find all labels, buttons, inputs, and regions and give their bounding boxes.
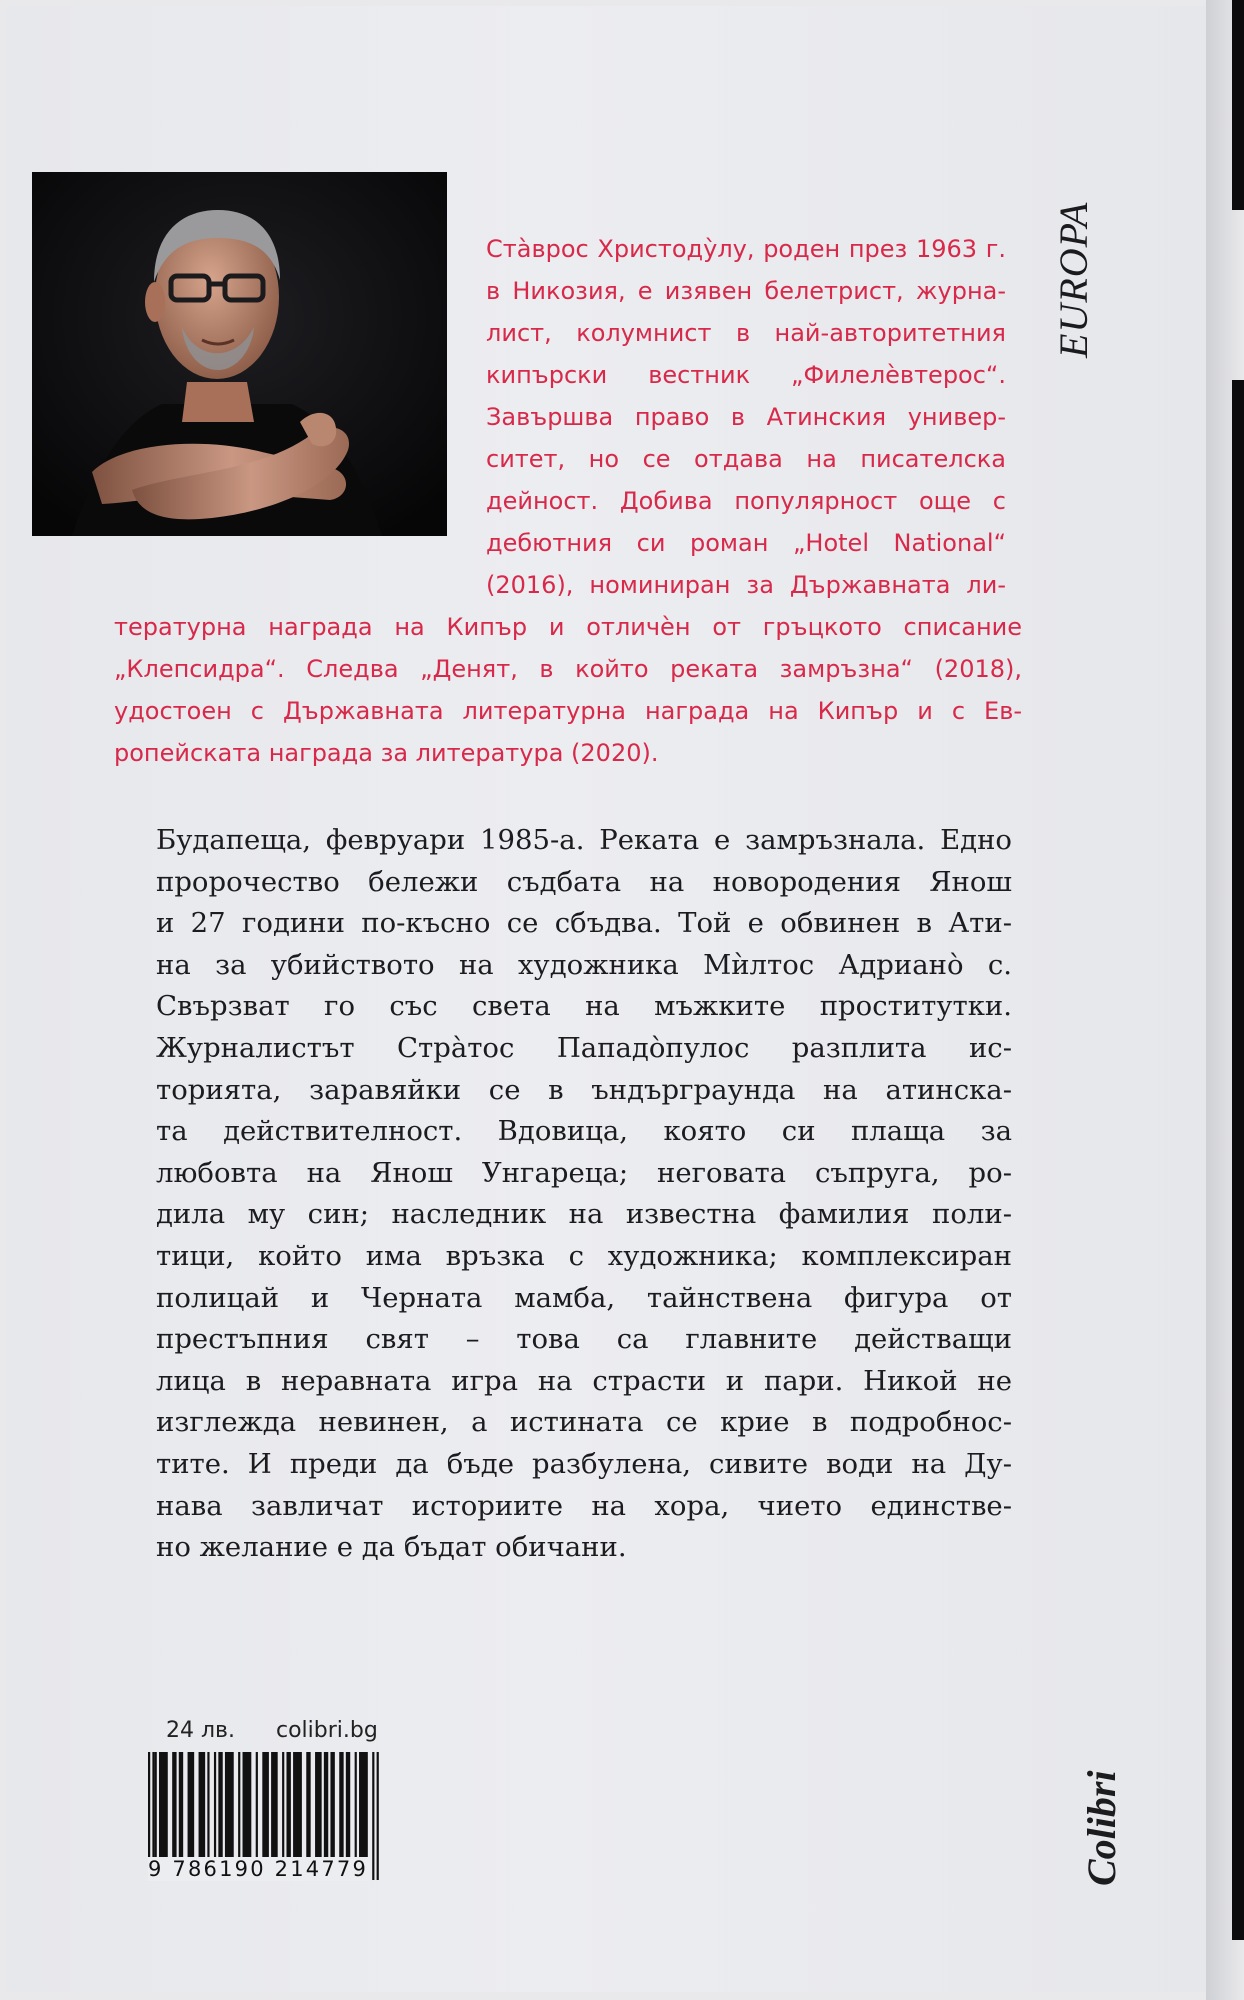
barcode-bar bbox=[286, 1752, 290, 1870]
barcode-bar bbox=[339, 1752, 343, 1870]
book-edge bbox=[1206, 0, 1244, 2000]
blurb-line: престъпния свят – това са главните действащи bbox=[156, 1323, 1012, 1356]
bio-line: дейност. Добива популярност още с bbox=[486, 487, 1006, 515]
blurb-line: полицай и Черната мамба, тайнствена фигура от bbox=[156, 1281, 1012, 1314]
blurb-line: но желание е да бъдат обичани. bbox=[156, 1531, 627, 1564]
barcode-bar bbox=[218, 1752, 222, 1870]
spine-strip-top bbox=[1232, 0, 1244, 210]
barcode-bar bbox=[155, 1752, 157, 1870]
blurb-line: та действителност. Вдовица, която си плаща за bbox=[156, 1115, 1012, 1148]
barcode-bar bbox=[159, 1752, 168, 1870]
bio-line: Завършва право в Атинския универ- bbox=[486, 403, 1006, 431]
barcode-bar bbox=[172, 1752, 176, 1870]
blurb-line: пророчество бележи съдбата на новородения Янош bbox=[156, 865, 1012, 898]
bio-line: „Клепсидра“. Следва „Денят, в който реката замръзна“ (2018), bbox=[114, 655, 1022, 683]
bio-line: ситет, но се отдава на писателска bbox=[486, 445, 1006, 473]
bio-line: в Никозия, е изявен белетрист, журна- bbox=[486, 277, 1006, 305]
author-portrait-image bbox=[32, 172, 447, 536]
barcode-bar bbox=[315, 1752, 322, 1870]
bio-line: Ста̀врос Христоду̀лу, роден през 1963 г. bbox=[486, 235, 1006, 263]
barcode-bar bbox=[293, 1752, 302, 1870]
blurb-line: торията, заравяйки се в ъндърграунда на атинска- bbox=[156, 1073, 1012, 1106]
blurb-line: тите. И преди да бъде разбулена, сивите води на Ду- bbox=[156, 1447, 1012, 1480]
bio-line: тературна награда на Кипър и отличѐн от гръцкото списание bbox=[114, 613, 1022, 641]
blurb-line: тици, който има връзка с художника; комплексиран bbox=[156, 1239, 1012, 1272]
blurb-line: Журналистът Стра̀тос Пападòпулос разплита ис- bbox=[156, 1031, 1012, 1064]
bio-line: кипърски вестник „Филелѐвтерос“. bbox=[486, 361, 1006, 389]
barcode-bar bbox=[306, 1752, 310, 1870]
barcode-bar bbox=[262, 1752, 269, 1870]
price-label: 24 лв. bbox=[166, 1718, 236, 1743]
barcode-bar bbox=[188, 1752, 195, 1870]
bio-line: (2016), номиниран за Държавната ли- bbox=[486, 571, 1006, 599]
barcode-bar bbox=[355, 1752, 357, 1870]
isbn-number: 9 786190 214779 bbox=[148, 1857, 369, 1881]
barcode-bar bbox=[243, 1752, 252, 1870]
barcode-bar bbox=[282, 1752, 284, 1870]
author-photo bbox=[32, 172, 447, 536]
barcode-bar bbox=[359, 1752, 368, 1870]
book-blurb bbox=[156, 820, 1012, 1569]
bio-line: лист, колумнист в най-авторитетния bbox=[486, 319, 1006, 347]
barcode-bar bbox=[225, 1752, 234, 1870]
barcode-bar bbox=[271, 1752, 278, 1870]
barcode-bar bbox=[207, 1752, 209, 1870]
publisher-website: colibri.bg bbox=[276, 1718, 378, 1743]
bio-line: ропейската награда за литература (2020). bbox=[114, 739, 659, 767]
bio-line: удостоен с Държавната литературна награда на Кипър и с Ев- bbox=[114, 697, 1022, 725]
blurb-line: Будапеща, февруари 1985-а. Реката е замръзнала. Едно bbox=[156, 824, 1012, 856]
blurb-line: на за убийството на художника Мѝлтос Адрианò с. bbox=[156, 948, 1012, 981]
barcode-bar bbox=[256, 1752, 258, 1870]
spine-strip bbox=[1232, 380, 1244, 1940]
barcode-bar bbox=[179, 1752, 183, 1870]
bio-line: дебютния си роман „Hotel National“ bbox=[486, 529, 1006, 557]
blurb-line: и 27 години по-късно се сбъдва. Той е обвинен в Ати- bbox=[156, 907, 1012, 940]
publisher-logo: Colibri bbox=[1079, 1770, 1124, 1886]
blurb-line: изглежда невинен, а истината се крие в подробнос- bbox=[156, 1406, 1012, 1439]
blurb-line: нава завличат историите на хора, чието единстве- bbox=[156, 1489, 1012, 1522]
barcode-bar bbox=[238, 1752, 240, 1870]
author-bio bbox=[114, 228, 1022, 774]
barcode-bar bbox=[372, 1752, 374, 1880]
barcode-bar bbox=[377, 1752, 379, 1880]
barcode-bar bbox=[214, 1752, 216, 1870]
blurb-line: дила му син; наследник на известна фамилия поли- bbox=[156, 1198, 1012, 1231]
blurb-line: лица в неравната игра на страсти и пари. Никой не bbox=[156, 1364, 1012, 1397]
barcode-bar bbox=[346, 1752, 350, 1870]
series-name: EUROPA bbox=[1051, 201, 1096, 358]
blurb-line: любовта на Янош Унгареца; неговата съпруга, ро- bbox=[156, 1156, 1012, 1189]
barcode-bar bbox=[199, 1752, 206, 1870]
blurb-line: Свързват го със света на мъжките проститутки. bbox=[156, 990, 1012, 1023]
barcode-bar bbox=[330, 1752, 334, 1870]
barcode-bar bbox=[324, 1752, 328, 1870]
